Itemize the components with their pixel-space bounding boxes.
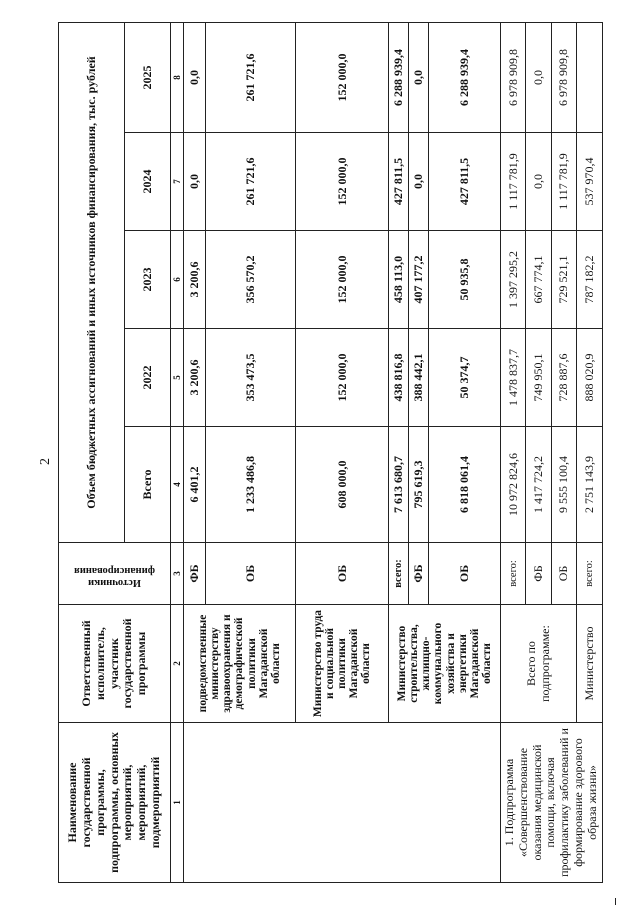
source-cell: всего: — [501, 543, 526, 605]
total-cell: 9 555 100,4 — [551, 427, 576, 543]
header-year-2022: 2022 — [125, 329, 171, 427]
source-cell: всего: — [389, 543, 409, 605]
year-2023-cell: 729 521,1 — [551, 231, 576, 329]
total-cell: 6 818 061,4 — [429, 427, 501, 543]
margin-rule — [615, 898, 616, 905]
year-2023-cell: 50 935,8 — [429, 231, 501, 329]
year-2023-cell: 787 182,2 — [577, 231, 602, 329]
year-2022-cell: 888 020,9 — [577, 329, 602, 427]
executor-cell: Всего по подпрограмме: — [501, 605, 577, 723]
year-2023-cell: 407 177,2 — [409, 231, 429, 329]
header-executor: Ответственный исполнитель, участник государственной программы — [59, 605, 171, 723]
header-year-2024: 2024 — [125, 133, 171, 231]
year-2024-cell: 1 117 781,9 — [551, 133, 576, 231]
total-cell: 608 000,0 — [296, 427, 389, 543]
year-2025-cell: 0,0 — [409, 22, 429, 132]
year-2023-cell: 667 774,1 — [526, 231, 551, 329]
year-2022-cell: 749 950,1 — [526, 329, 551, 427]
source-cell: ОБ — [429, 543, 501, 605]
executor-cell: Министерство труда и социальной политики Магаданской области — [296, 605, 389, 723]
column-number: 8 — [171, 22, 184, 132]
year-2025-cell: 0,0 — [526, 22, 551, 132]
table-row — [501, 22, 526, 882]
column-number: 4 — [171, 427, 184, 543]
year-2022-cell: 728 887,6 — [551, 329, 576, 427]
header-total: Всего — [125, 427, 171, 543]
source-cell: ОБ — [296, 543, 389, 605]
total-cell: 2 751 143,9 — [577, 427, 602, 543]
total-cell: 6 401,2 — [184, 427, 206, 543]
year-2022-cell: 388 442,1 — [409, 329, 429, 427]
year-2023-cell: 458 113,0 — [389, 231, 409, 329]
source-cell: всего: — [577, 543, 602, 605]
year-2025-cell: 261 721,6 — [206, 22, 296, 132]
year-2023-cell: 356 570,2 — [206, 231, 296, 329]
year-2022-cell: 353 473,5 — [206, 329, 296, 427]
column-number: 5 — [171, 329, 184, 427]
year-2023-cell: 3 200,6 — [184, 231, 206, 329]
year-2022-cell: 152 000,0 — [296, 329, 389, 427]
year-2024-cell: 427 811,5 — [389, 133, 409, 231]
column-number: 7 — [171, 133, 184, 231]
year-2022-cell: 50 374,7 — [429, 329, 501, 427]
column-number: 6 — [171, 231, 184, 329]
header-source-cell — [59, 543, 171, 605]
header-volume: Объем бюджетных ассигнований и иных источников финансирования, тыс. рублей — [59, 22, 125, 542]
total-cell: 795 619,3 — [409, 427, 429, 543]
year-2025-cell — [577, 22, 602, 132]
source-cell: ФБ — [184, 543, 206, 605]
year-2023-cell: 1 397 295,2 — [501, 231, 526, 329]
source-cell: ОБ — [206, 543, 296, 605]
source-cell: ОБ — [551, 543, 576, 605]
year-2024-cell: 1 117 781,9 — [501, 133, 526, 231]
year-2025-cell: 6 288 939,4 — [429, 22, 501, 132]
column-number: 3 — [171, 543, 184, 605]
year-2023-cell: 152 000,0 — [296, 231, 389, 329]
header-source: Источники финансирования — [74, 565, 155, 589]
table-row — [184, 22, 206, 882]
header-year-2025: 2025 — [125, 22, 171, 132]
year-2025-cell: 152 000,0 — [296, 22, 389, 132]
source-cell: ФБ — [526, 543, 551, 605]
header-year-2023: 2023 — [125, 231, 171, 329]
year-2024-cell: 427 811,5 — [429, 133, 501, 231]
subprogram-name-cell: 1. Подпрограмма «Совершенствование оказания медицинской помощи, включая профилактику заболеваний и формирование здорового образа жизни» — [501, 723, 603, 883]
year-2024-cell: 152 000,0 — [296, 133, 389, 231]
name-cell-empty — [184, 723, 501, 883]
header-name: Наименование государственной программы, подпрограммы, основных мероприятий, мероприятий, подмероприятий — [59, 723, 171, 883]
year-2024-cell: 261 721,6 — [206, 133, 296, 231]
header-row — [59, 22, 125, 882]
year-2025-cell: 6 978 909,8 — [551, 22, 576, 132]
year-2025-cell: 6 978 909,8 — [501, 22, 526, 132]
year-2022-cell: 1 478 837,7 — [501, 329, 526, 427]
total-cell: 10 972 824,6 — [501, 427, 526, 543]
year-2022-cell: 438 816,8 — [389, 329, 409, 427]
total-cell: 7 613 680,7 — [389, 427, 409, 543]
year-2024-cell: 537 970,4 — [577, 133, 602, 231]
executor-cell: Министерство строительства, жилищно-коммунального хозяйства и энергетики Магаданской области — [389, 605, 501, 723]
column-number-row — [171, 22, 184, 882]
executor-cell: подведомственные министерству здравоохранения и демографической политики Магаданской области — [184, 605, 296, 723]
column-number: 1 — [171, 723, 184, 883]
column-number: 2 — [171, 605, 184, 723]
year-2025-cell: 6 288 939,4 — [389, 22, 409, 132]
executor-cell: Министерство — [577, 605, 602, 723]
year-2022-cell: 3 200,6 — [184, 329, 206, 427]
year-2024-cell: 0,0 — [526, 133, 551, 231]
page-number: 2 — [38, 458, 53, 465]
year-2025-cell: 0,0 — [184, 22, 206, 132]
year-2024-cell: 0,0 — [409, 133, 429, 231]
total-cell: 1 417 724,2 — [526, 427, 551, 543]
budget-table — [58, 22, 603, 883]
year-2024-cell: 0,0 — [184, 133, 206, 231]
total-cell: 1 233 486,8 — [206, 427, 296, 543]
source-cell: ФБ — [409, 543, 429, 605]
